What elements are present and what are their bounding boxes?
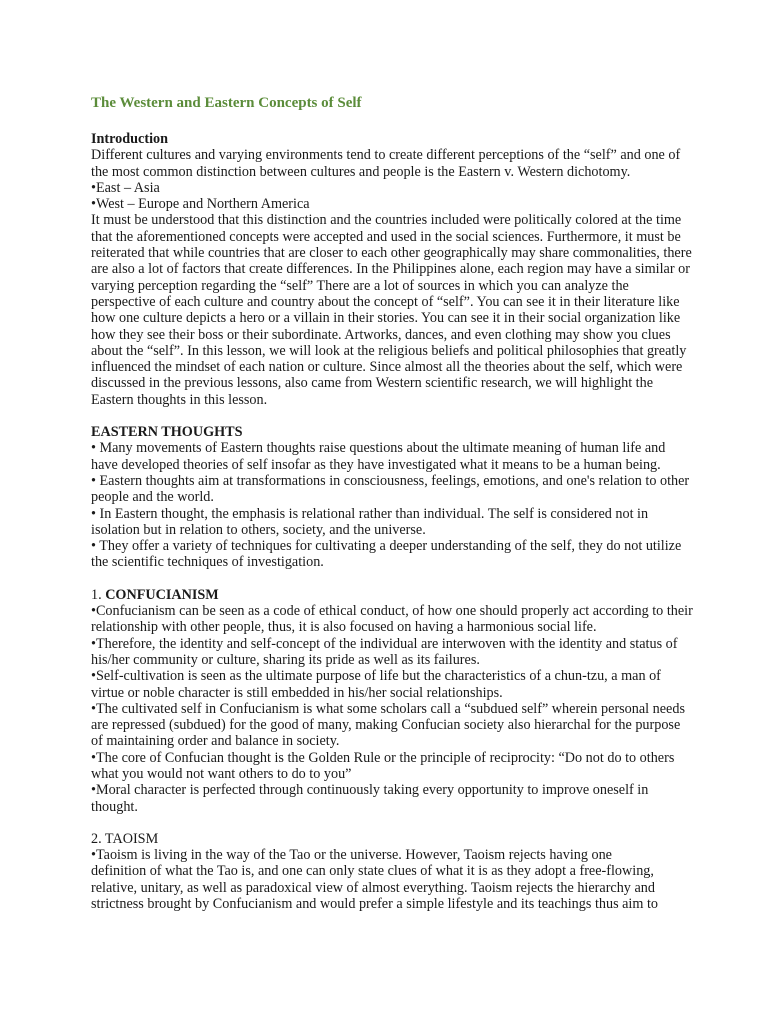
text-line: •The core of Confucian thought is the Golden Rule or the principle of reciprocity: “Do not do to others [91,749,675,766]
text-line: how they see their boss or their subordinate. Artworks, dances, and even clothing may show you clues [91,326,671,343]
taoism-heading: 2. TAOISM [91,830,159,847]
text-line: •Self-cultivation is seen as the ultimate purpose of life but the characteristics of a chun-tzu, a man of [91,668,661,685]
introduction-section [91,131,692,408]
text-line: • Many movements of Eastern thoughts raise questions about the ultimate meaning of human life and [91,440,666,457]
text-line: discussed in the previous lessons, also came from Western scientific research, we will highlight the [91,375,654,392]
text-line: people and the world. [91,489,214,506]
text-line: reiterated that while countries that are closer to each other geographically may share commonalities, there [91,245,692,262]
confucianism-title: CONFUCIANISM [105,586,219,603]
text-line: • In Eastern thought, the emphasis is relational rather than individual. The self is considered not in [91,505,649,522]
text-line: perspective of each culture and country about the concept of “self”. You can see it in their literature like [91,293,680,310]
text-line: have developed theories of self insofar as they have investigated what it means to be a human being. [91,456,661,473]
text-line: of maintaining order and balance in society. [91,733,340,750]
confucianism-section [91,586,693,815]
eastern-thoughts-section [91,424,688,571]
text-line: isolation but in relation to others, society, and the universe. [91,521,426,538]
text-line: are also a lot of factors that create differences. In the Philippines alone, each region may have a similar or [91,261,690,278]
text-line: •Confucianism can be seen as a code of ethical conduct, of how one should properly act according to their [91,603,693,620]
confucianism-heading [91,587,688,603]
eastern-thoughts-body [91,440,688,570]
text-line: definition of what the Tao is, and one can only state clues of what it is as they adopt a free-flowing, [91,863,654,880]
introduction-heading: Introduction [91,131,168,147]
text-line: the scientific techniques of investigation. [91,554,324,571]
text-line: about the “self”. In this lesson, we will look at the religious beliefs and political philosophies that greatly [91,342,687,359]
text-line: Different cultures and varying environments tend to create different perceptions of the “self” and one of [91,147,681,164]
document-title: The Western and Eastern Concepts of Self [91,95,362,111]
text-line: •Moral character is perfected through continuously taking every opportunity to improve oneself in [91,782,649,799]
text-line: his/her community or culture, sharing its pride as well as its failures. [91,651,480,668]
taoism-section [91,831,688,912]
text-line: • Eastern thoughts aim at transformations in consciousness, feelings, emotions, and one's relation to other [91,472,690,489]
text-line: what you would not want others to do to you” [91,765,352,782]
text-line: that the aforementioned concepts were accepted and used in the social sciences. Furthermore, it must be [91,228,681,245]
text-line: relative, unitary, as well as paradoxical view of almost everything. Taoism rejects the hierarchy and [91,879,655,896]
text-line: strictness brought by Confucianism and would prefer a simple lifestyle and its teachings thus aim to [91,896,658,913]
text-line: •West – Europe and Northern America [91,196,310,213]
text-line: • They offer a variety of techniques for cultivating a deeper understanding of the self, they do not utilize [91,538,682,555]
introduction-body [91,147,692,408]
confucianism-number: 1. [91,586,106,603]
text-line: •Taoism is living in the way of the Tao or the universe. However, Taoism rejects having one [91,847,612,864]
text-line: varying perception regarding the “self” There are a lot of sources in which you can analyze the [91,277,629,294]
text-line: relationship with other people, thus, it is also focused on having a harmonious social life. [91,619,597,636]
text-line: Eastern thoughts in this lesson. [91,391,268,408]
text-line: •Therefore, the identity and self-concept of the individual are interwoven with the identity and status of [91,635,678,652]
text-line: virtue or noble character is still embedded in his/her social relationships. [91,684,503,701]
text-line: influenced the mindset of each nation or culture. Since almost all the theories about the self, which were [91,359,683,376]
text-line: are repressed (subdued) for the good of many, making Confucian society also hierarchal for the purpose [91,717,681,734]
text-line: the most common distinction between cultures and people is the Eastern v. Western dichotomy. [91,163,631,180]
eastern-thoughts-heading: EASTERN THOUGHTS [91,424,243,441]
confucianism-body [91,603,693,815]
taoism-body [91,847,688,912]
text-line: thought. [91,798,138,815]
text-line: •The cultivated self in Confucianism is what some scholars call a “subdued self” wherein personal needs [91,700,685,717]
text-line: how one culture depicts a hero or a villain in their stories. You can see it in their social organization like [91,310,681,327]
text-line: It must be understood that this distinction and the countries included were politically colored at the time [91,212,682,229]
text-line: •East – Asia [91,179,160,196]
